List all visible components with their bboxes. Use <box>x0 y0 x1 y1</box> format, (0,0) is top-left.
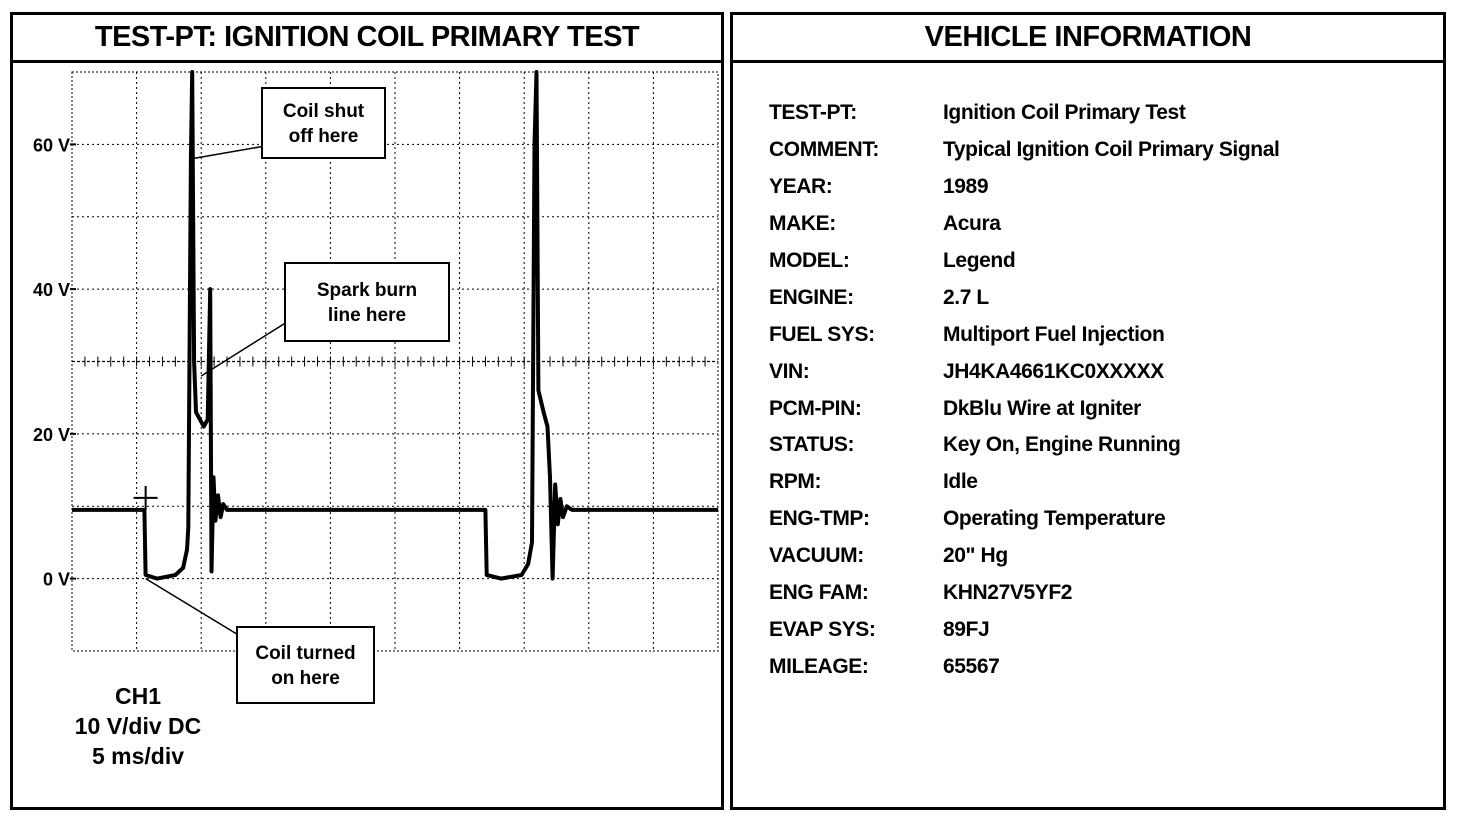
time-per-div-label: 5 ms/div <box>91 743 185 769</box>
info-row <box>769 648 1279 685</box>
info-value: KHN27V5YF2 <box>943 581 1073 605</box>
info-label: ENG FAM: <box>769 581 869 605</box>
callout-box <box>237 627 374 703</box>
callout-label: on here <box>271 668 340 689</box>
volts-per-div-label: 10 V/div DC <box>74 713 202 739</box>
info-label: PCM-PIN: <box>769 396 862 420</box>
info-row <box>769 611 1279 648</box>
y-tick-label: 0 V <box>42 569 70 590</box>
callout-label: off here <box>288 126 359 147</box>
info-row <box>769 132 1279 169</box>
info-row <box>769 575 1279 612</box>
info-label: VIN: <box>769 359 810 383</box>
info-row <box>769 390 1279 427</box>
info-label: MILEAGE: <box>769 654 869 678</box>
vehicle-info-panel <box>730 12 1446 810</box>
y-tick-label: 40 V <box>32 280 70 301</box>
info-value: Acura <box>943 212 1001 236</box>
info-label: ENG-TMP: <box>769 507 870 531</box>
info-value: Ignition Coil Primary Test <box>943 101 1186 125</box>
vehicle-info-table <box>769 95 1279 685</box>
info-row <box>769 169 1279 206</box>
info-value: Operating Temperature <box>943 507 1166 531</box>
callout-box <box>262 88 385 158</box>
info-value: 20" Hg <box>943 544 1008 568</box>
callout-leader-line <box>201 317 295 376</box>
info-value: Multiport Fuel Injection <box>943 322 1165 346</box>
info-row <box>769 206 1279 243</box>
info-value: Idle <box>943 470 978 494</box>
info-label: YEAR: <box>769 175 833 199</box>
callout-label: Spark burn <box>316 280 418 301</box>
info-row <box>769 95 1279 132</box>
info-label: RPM: <box>769 470 822 494</box>
callout-leader-line <box>191 145 271 159</box>
info-value: 89FJ <box>943 617 990 641</box>
info-row <box>769 353 1279 390</box>
info-row <box>769 427 1279 464</box>
info-value: 65567 <box>943 654 1000 678</box>
vehicle-info-title: VEHICLE INFORMATION <box>733 15 1443 63</box>
info-label: TEST-PT: <box>769 101 857 125</box>
info-value: DkBlu Wire at Igniter <box>943 396 1141 420</box>
callout-label: line here <box>327 305 407 326</box>
info-value: Key On, Engine Running <box>943 433 1181 457</box>
callout-label: Coil turned <box>255 643 356 664</box>
info-label: MODEL: <box>769 249 850 272</box>
info-label: EVAP SYS: <box>769 617 876 641</box>
info-label: COMMENT: <box>769 138 879 162</box>
waveform-panel-title: TEST-PT: IGNITION COIL PRIMARY TEST <box>13 15 721 63</box>
info-row <box>769 279 1279 316</box>
callout-label: Coil shut <box>282 101 365 122</box>
info-row <box>769 464 1279 501</box>
channel-label: CH1 <box>114 683 161 709</box>
info-label: MAKE: <box>769 212 836 236</box>
info-label: FUEL SYS: <box>769 322 875 346</box>
y-tick-label: 60 V <box>32 135 70 156</box>
info-value: Legend <box>943 249 1016 272</box>
info-row <box>769 501 1279 538</box>
info-value: 2.7 L <box>943 285 989 309</box>
info-label: STATUS: <box>769 433 855 457</box>
info-label: ENGINE: <box>769 285 854 309</box>
scope-scale-info <box>53 681 223 771</box>
info-value: 1989 <box>943 175 989 199</box>
info-label: VACUUM: <box>769 544 864 568</box>
info-row <box>769 538 1279 575</box>
info-row <box>769 243 1279 280</box>
waveform-panel <box>10 12 724 810</box>
y-tick-label: 20 V <box>32 424 70 445</box>
info-value: Typical Ignition Coil Primary Signal <box>943 138 1280 162</box>
info-value: JH4KA4661KC0XXXXX <box>943 359 1164 383</box>
callout-box <box>285 263 449 341</box>
callout-leader-line <box>146 579 245 639</box>
info-row <box>769 316 1279 353</box>
